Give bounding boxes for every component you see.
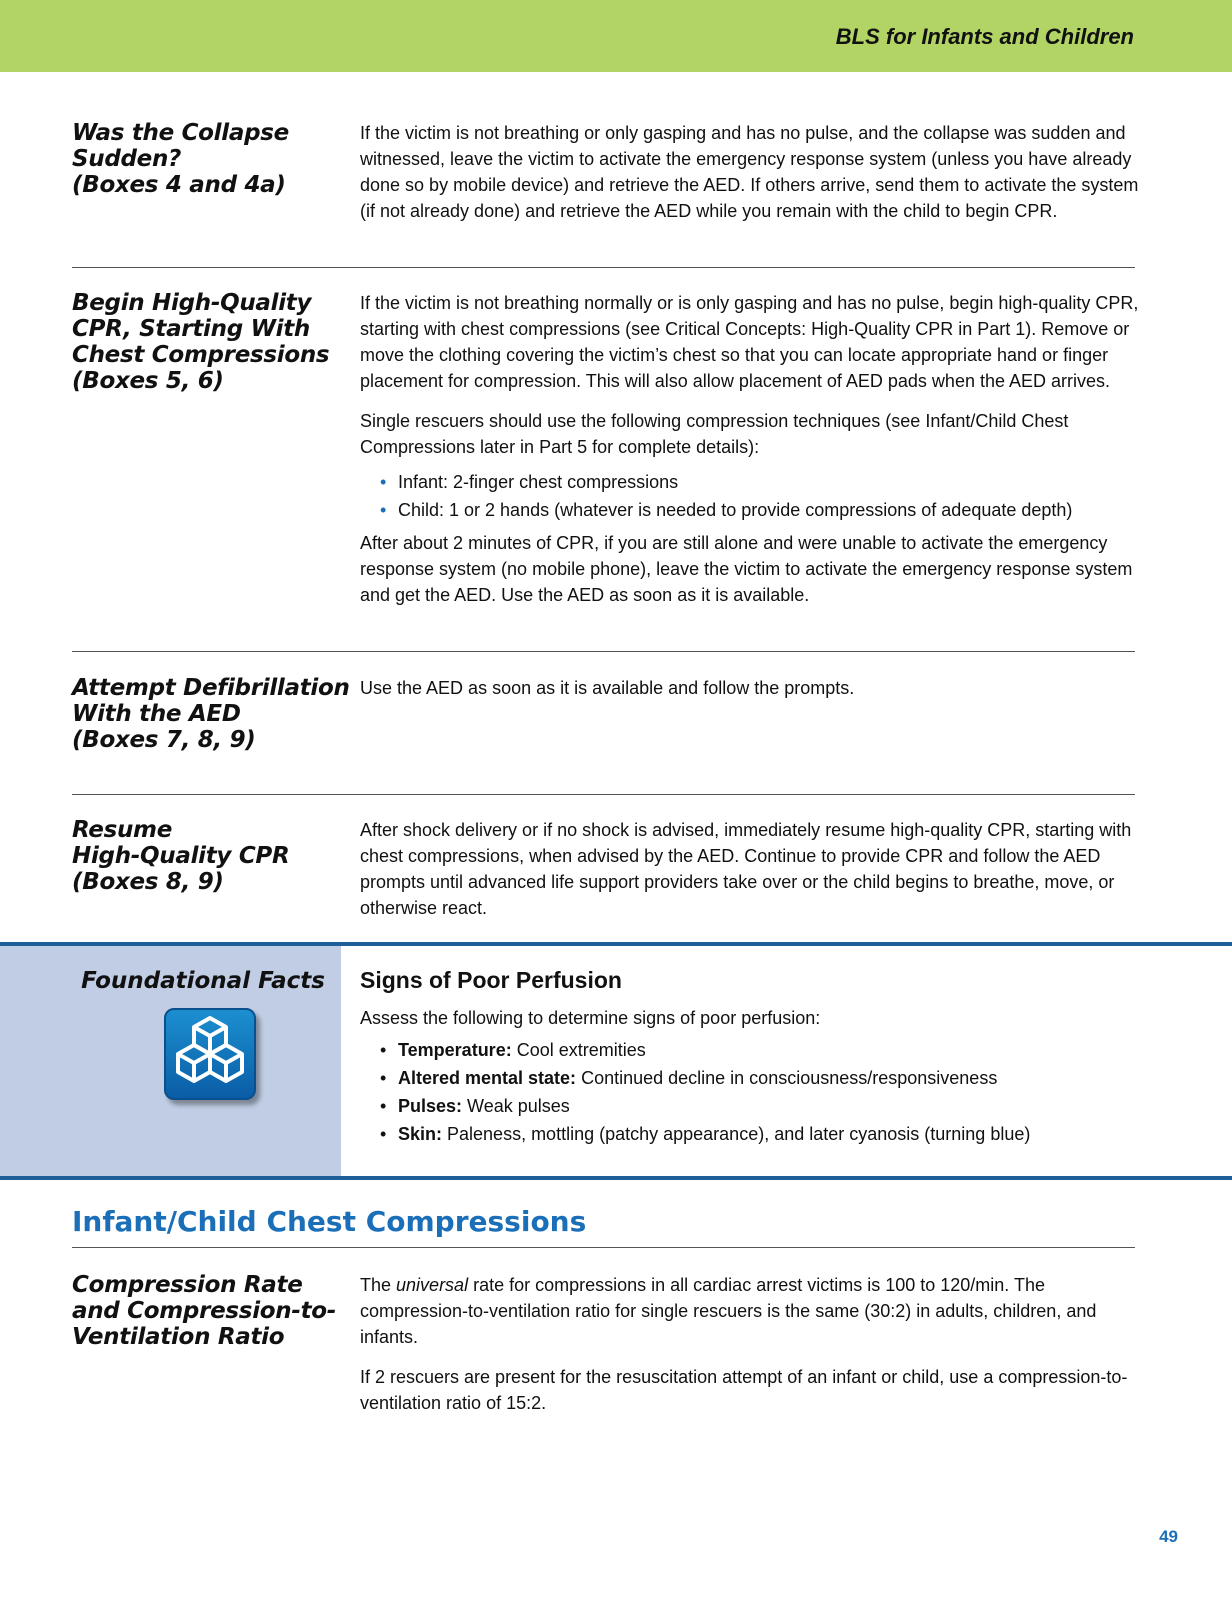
heading-line: Resume [72,817,172,843]
heading-line: Attempt Defibrillation [72,675,350,701]
foundational-facts-label: Foundational Facts [81,968,325,994]
paragraph: Single rescuers should use the following compression techniques (see Infant/Child Chest Compressions later in Part 5 for complete details): [360,411,1069,457]
bullet-icon: • [380,1068,387,1088]
paragraph [360,1272,1140,1350]
section-resume-cpr [72,817,1135,937]
bullet-icon: • [380,1124,387,1144]
paragraph: Use the AED as soon as it is available and follow the prompts. [360,678,855,698]
list-item [380,468,1140,496]
term: Altered mental state: [398,1068,577,1088]
perfusion-list [360,1036,1200,1148]
heading-line: (Boxes 8, 9) [72,869,224,895]
heading-line: Ventilation Ratio [72,1324,285,1350]
definition: Cool extremities [511,1040,646,1060]
section-heading [72,817,352,895]
paragraph: After about 2 minutes of CPR, if you are still alone and were unable to activate the emergency response system (no mobile phone), leave the victim to activate the emergency response system and get the AED. Use the AED as soon as it is available. [360,533,1133,605]
definition: Paleness, mottling (patchy appearance), and later cyanosis (turning blue) [442,1124,1031,1144]
heading-line: and Compression-to- [72,1298,337,1324]
paragraph: If the victim is not breathing normally or is only gasping and has no pulse, begin high-quality CPR, starting with chest compressions (see Critical Concepts: High-Quality CPR in Part 1). Remove or move the clothing covering the victim’s chest so that you can locate appropriate hand or finger placement for compression. This will also allow placement of AED pads when the AED arrives. [360,293,1139,391]
list-item-text: Infant: 2-finger chest compressions [398,472,679,492]
section-heading [72,290,352,394]
section-defibrillation [72,675,1135,795]
heading-line: Chest Compressions [72,342,330,368]
text: rate for compressions in all cardiac arrest victims is 100 to 120/min. The compression-to-ventilation ratio for single rescuers is the same (30:2) in adults, children, and infants. [360,1275,1097,1347]
term: Skin: [398,1124,443,1144]
heading-line: Begin High-Quality [72,290,312,316]
paragraph: If the victim is not breathing or only gasping and has no pulse, and the collapse was sudden and witnessed, leave the victim to activate the emergency response system (unless you have already done so by mobile device) and retrieve the AED. If others arrive, send them to activate the system (if not already done) and retrieve the AED while you remain with the child to begin CPR. [360,123,1139,221]
heading-line: (Boxes 4 and 4a) [72,172,286,198]
heading-line: (Boxes 7, 8, 9) [72,727,256,753]
cubes-icon [164,1008,256,1100]
paragraph: If 2 rescuers are present for the resuscitation attempt of an infant or child, use a compression-to-ventilation ratio of 15:2. [360,1367,1128,1413]
chapter-title: BLS for Infants and Children [835,24,1134,49]
text: The [360,1275,397,1295]
bullet-icon: • [380,1096,387,1116]
list-item [380,1120,1200,1148]
paragraph: After shock delivery or if no shock is advised, immediately resume high-quality CPR, starting with chest compressions, when advised by the AED. Continue to provide CPR and follow the AED prompts until advanced life support providers take over or the child begins to breathe, move, or otherwise react. [360,820,1132,918]
heading-line: With the AED [72,701,241,727]
bullet-icon: • [380,1040,387,1060]
bullet-icon: • [380,500,387,520]
list-item [380,496,1140,524]
definition: Continued decline in consciousness/responsiveness [576,1068,998,1088]
section-heading [72,1272,352,1350]
perfusion-title: Signs of Poor Perfusion [360,967,622,993]
technique-list [360,468,1140,524]
term: Pulses: [398,1096,463,1116]
list-item [380,1092,1200,1120]
section-collapse-sudden [72,120,1139,268]
heading-line: Compression Rate [72,1272,303,1298]
heading-line: (Boxes 5, 6) [72,368,224,394]
section-title-chest-compressions: Infant/Child Chest Compressions [72,1205,1135,1248]
section-compression-rate [72,1272,1135,1432]
bullet-icon: • [380,472,387,492]
foundational-facts-box [0,942,1232,1180]
heading-line: Was the Collapse [72,120,289,146]
perfusion-intro: Assess the following to determine signs of poor perfusion: [360,1008,821,1028]
list-item [380,1064,1200,1092]
page-number: 49 [1159,1527,1178,1546]
foundational-facts-sidebar [0,946,341,1176]
emphasis: universal [396,1275,469,1295]
section-heading [72,120,352,198]
heading-line: High-Quality CPR [72,843,290,869]
heading-line: Sudden? [72,146,182,172]
running-header [0,0,1232,72]
perfusion-content [360,966,1200,1148]
heading-line: CPR, Starting With [72,316,310,342]
section-begin-cpr [72,290,1139,652]
term: Temperature: [398,1040,512,1060]
definition: Weak pulses [462,1096,570,1116]
section-heading [72,675,352,753]
list-item-text: Child: 1 or 2 hands (whatever is needed to provide compressions of adequate depth) [398,500,1073,520]
list-item [380,1036,1200,1064]
